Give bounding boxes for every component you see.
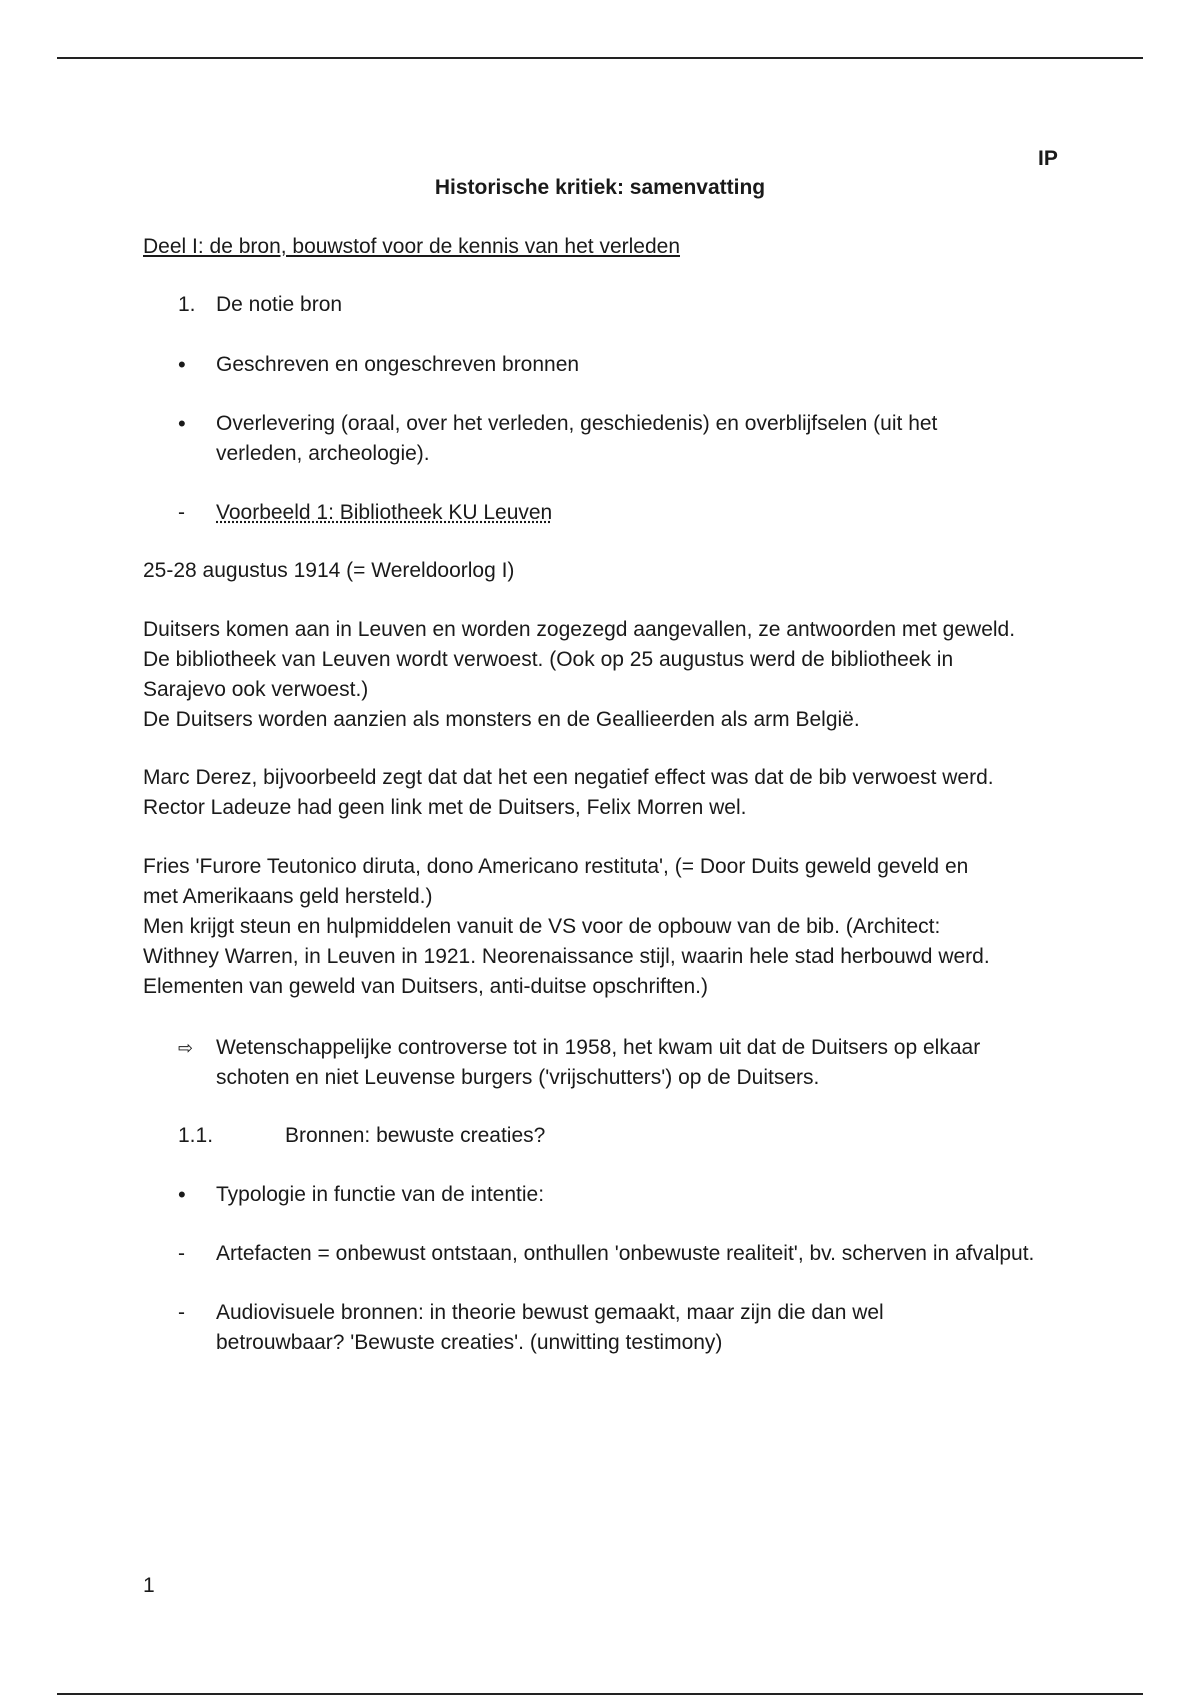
bullet-icon: • — [178, 1182, 186, 1207]
paragraph-2 — [143, 763, 1153, 823]
heading-text: De notie bron — [216, 293, 343, 316]
text-line: Men krijgt steun en hulpmiddelen vanuit de VS voor de opbouw van de bib. (Architect: — [143, 915, 941, 938]
conclusion-item — [178, 1033, 1058, 1093]
conclusion-text: Wetenschappelijke controverse tot in 1958, het kwam uit dat de Duitsers op elkaar schoten en niet Leuvense burgers ('vrijschutters') op de Duitsers. — [216, 1036, 981, 1089]
document-title: Historische kritiek: samenvatting — [434, 176, 766, 199]
text-line: Withney Warren, in Leuven in 1921. Neorenaissance stijl, waarin hele stad herbouwd werd. — [143, 945, 990, 968]
example-text: Voorbeeld 1: Bibliotheek KU Leuven — [216, 501, 553, 524]
dash-item-text: Artefacten = onbewust ontstaan, onthullen 'onbewuste realiteit', bv. scherven in afvalput. — [216, 1242, 1035, 1265]
list-item-text: Typologie in functie van de intentie: — [216, 1183, 545, 1206]
top-rule — [57, 57, 1143, 59]
arrow-right-icon: ⇨ — [178, 1038, 194, 1058]
text-line: Fries 'Furore Teutonico diruta, dono Americano restituta', (= Door Duits geweld geveld en — [143, 855, 969, 878]
example-item — [178, 498, 1078, 528]
dash-item — [178, 1239, 1038, 1269]
text-line: De bibliotheek van Leuven wordt verwoest. (Ook op 25 augustus werd de bibliotheek in — [143, 648, 954, 671]
bottom-rule — [57, 1693, 1143, 1695]
numbered-heading-1 — [178, 290, 1078, 320]
date-line — [143, 556, 1153, 586]
dash-item-text: Audiovisuele bronnen: in theorie bewust gemaakt, maar zijn die dan wel betrouwbaar? 'Bewuste creaties'. (unwitting testimony) — [216, 1301, 884, 1354]
heading-text: Bronnen: bewuste creaties? — [285, 1124, 546, 1147]
paragraph-3 — [143, 852, 1153, 1002]
text-line: 25-28 augustus 1914 (= Wereldoorlog I) — [143, 559, 515, 582]
dash-item — [178, 1298, 938, 1358]
bullet-icon: • — [178, 411, 186, 436]
list-item-text: Geschreven en ongeschreven bronnen — [216, 353, 580, 376]
dash-marker: - — [178, 1242, 185, 1265]
text-line: Marc Derez, bijvoorbeeld zegt dat dat het een negatief effect was dat de bib verwoest werd. — [143, 766, 994, 789]
text-line: De Duitsers worden aanzien als monsters en de Geallieerden als arm België. — [143, 708, 860, 731]
text-line: Sarajevo ook verwoest.) — [143, 678, 369, 701]
numbered-heading-1-1 — [178, 1121, 1078, 1151]
page-number: 1 — [143, 1574, 155, 1597]
dash-marker: - — [178, 1301, 185, 1324]
heading-number: 1.1. — [178, 1124, 214, 1147]
text-line: Elementen van geweld van Duitsers, anti-duitse opschriften.) — [143, 975, 708, 998]
text-line: Duitsers komen aan in Leuven en worden zogezegd aangevallen, ze antwoorden met geweld. — [143, 618, 1016, 641]
section-heading: Deel I: de bron, bouwstof voor de kennis van het verleden — [143, 235, 680, 258]
list-item — [178, 409, 998, 469]
dash-marker: - — [178, 501, 185, 524]
author-initials: IP — [1038, 147, 1058, 170]
list-item-text: Overlevering (oraal, over het verleden, geschiedenis) en overblijfselen (uit het verleden, archeologie). — [216, 412, 938, 465]
list-item — [178, 1180, 1078, 1210]
text-line: met Amerikaans geld hersteld.) — [143, 885, 433, 908]
text-line: Rector Ladeuze had geen link met de Duitsers, Felix Morren wel. — [143, 796, 747, 819]
list-item — [178, 350, 1078, 380]
bullet-icon: • — [178, 352, 186, 377]
heading-number: 1. — [178, 293, 196, 316]
paragraph-1 — [143, 615, 1153, 735]
